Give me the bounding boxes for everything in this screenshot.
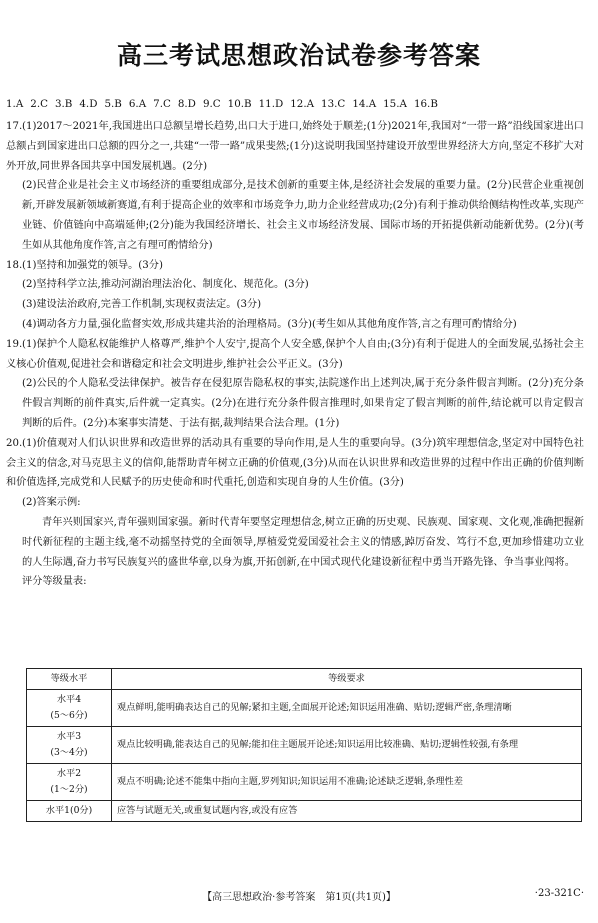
q17-number: 17.: [6, 121, 23, 132]
rubric-points: (5～6分): [50, 710, 88, 721]
rubric-level: 水平1(0分): [45, 805, 93, 816]
q17-part2: (2)民营企业是社会主义市场经济的重要组成部分,是技术创新的重要主体,是经济社会发展的重要力量。(2分)民营企业重视创新,开辟发展新领域新赛道,有利于提高企业的效率和市场竞争力,助力企业经营成功;(2分)有利于推动供给侧结构性改革,实现产业链、价值链向中高端延伸;(2分)能为我国经济增长、社会主义市场经济发展、国际市场的开拓提供新动能新优势。(2分)(考生如从其他角度作答,言之有理可酌情给分): [22, 180, 584, 251]
choice-answer: 6.A: [128, 98, 147, 110]
rubric-requirement: 观点不明确;论述不能集中指向主题,罗列知识;知识运用不准确;论述缺乏逻辑,条理性差: [112, 764, 582, 801]
choice-answer: 15.A: [383, 98, 407, 110]
q18-number: 18.: [6, 259, 23, 271]
q20-part1-text: (1)价值观对人们认识世界和改造世界的活动具有重要的导向作用,是人生的重要向导。(3分)筑牢理想信念,坚定对中国特色社会主义的信念,对马克思主义的信仰,能帮助青年树立正确的价值观,(3分)从而在认识世界和改造世界的过程中作出正确的价值判断和价值选择,完成党和人民赋予的历史使命和时代重托,创造和实现自身的人生价值。(3分): [6, 437, 584, 489]
choice-answer: 16.B: [413, 98, 438, 110]
q18-item-1: [6, 256, 584, 276]
rubric-header-level: 等级水平: [27, 669, 112, 690]
q18-item-4: (4)调动各方力量,强化监督实效,形成共建共治的治理格局。(3分)(考生如从其他角度作答,言之有理可酌情给分): [22, 318, 517, 330]
q19-part2: (2)公民的个人隐私受法律保护。被告存在侵犯原告隐私权的事实,法院遂作出上述判决,属于充分条件假言判断。(2分)充分条件假言判断的前件真实,后件就一定真实。(2分)在进行充分条件假言推理时,如果肯定了假言判断的前件,结论就可以肯定假言判断的后件。(2分)本案事实清楚、于法有据,裁判结果合法合理。(1分): [22, 378, 584, 429]
q17-part1: [6, 117, 584, 176]
choice-answer: 14.A: [352, 98, 377, 110]
q20-number: 20.: [6, 437, 23, 449]
choice-answer: 1.A: [6, 98, 24, 110]
rubric-requirement: 应答与试题无关,或重复试题内容,或没有应答: [112, 801, 582, 822]
q19-number: 19.: [6, 338, 23, 350]
choice-answer: 5.B: [104, 98, 122, 110]
rubric-header-requirement: 等级要求: [112, 669, 582, 690]
rubric-level-cell: [27, 690, 112, 727]
q19-part1-text: (1)保护个人隐私权能维护人格尊严,维护个人安宁,提高个人安全感,保护个人自由;(3分)有利于促进人的全面发展,弘扬社会主义核心价值观,促进社会和谐稳定和社会文明进步,维护社会公平正义。(3分): [6, 338, 584, 370]
choice-answer: 12.A: [290, 98, 315, 110]
q18-item-1-text: (1)坚持和加强党的领导。(3分): [22, 259, 163, 271]
choice-answers: [6, 98, 445, 110]
rubric-row: [27, 690, 582, 727]
choice-answer: 10.B: [227, 98, 252, 110]
choice-answer: 4.D: [79, 98, 98, 110]
rubric-table: [26, 668, 582, 822]
answer-body: [6, 117, 584, 592]
choice-answer: 8.D: [177, 98, 196, 110]
rubric-row: [27, 764, 582, 801]
choice-answer: 3.B: [54, 98, 73, 110]
q18-item-3: (3)建设法治政府,完善工作机制,实现权责法定。(3分): [22, 299, 262, 311]
page-footer: 【高三思想政治·参考答案 第1页(共1页)】: [202, 892, 396, 903]
rubric-row: [27, 727, 582, 764]
rubric-level: 水平3: [56, 731, 82, 742]
rubric-level-cell: [27, 801, 112, 822]
rubric-requirement: 观点比较明确,能表达自己的见解;能扣住主题展开论述;知识运用比较准确、贴切;逻辑性较强,有条理: [112, 727, 582, 764]
rubric-header-row: [27, 669, 582, 690]
rubric-row: [27, 801, 582, 822]
choice-answer: 9.C: [202, 98, 221, 110]
q20-essay-sample: 青年兴则国家兴,青年强则国家强。新时代青年要坚定理想信念,树立正确的历史观、民族观、国家观、文化观,准确把握新时代新征程的主题主线,毫不动摇坚持党的全面领导,厚植爱党爱国爱社会主义的情感,踔厉奋发、笃行不怠,更加珍惜建功立业的人生际遇,奋力书写民族复兴的盛世华章,以身为旗,开拓创新,在中国式现代化建设新征程中勇当开路先锋、争当事业闯将。: [22, 516, 584, 568]
choice-answer: 13.C: [321, 98, 346, 110]
q20-part1: [6, 434, 584, 493]
q19-part1: [6, 335, 584, 375]
q17-part1-text: (1)2017～2021年,我国进出口总额呈增长趋势,出口大于进口,始终处于顺差;(1分)2021年,我国对“一带一路”沿线国家进出口总额占到国家进出口总额的四分之一,共建“一带一路”成果斐然;(1分)这说明我国坚持建设开放型世界经济大方向,坚定不移扩大对外开放,同世界各国共享中国发展机遇。(2分): [6, 121, 584, 172]
rubric-points: (3～4分): [50, 747, 88, 758]
rubric-points: (1～2分): [50, 784, 88, 795]
rubric-level-cell: [27, 727, 112, 764]
rubric-level: 水平4: [56, 694, 82, 705]
rubric-label: 评分等级量表:: [22, 576, 87, 588]
rubric-requirement: 观点鲜明,能明确表达自己的见解;紧扣主题,全面展开论述;知识运用准确、贴切;逻辑严密,条理清晰: [112, 690, 582, 727]
rubric-level: 水平2: [56, 768, 82, 779]
rubric-level-cell: [27, 764, 112, 801]
choice-answer: 2.C: [30, 98, 48, 110]
choice-answer: 11.D: [258, 98, 284, 110]
q18-item-2: (2)坚持科学立法,推动河湖治理法治化、制度化、规范化。(3分): [22, 279, 309, 291]
choice-answer: 7.C: [153, 98, 171, 110]
paper-code: ·23-321C·: [534, 888, 584, 899]
q20-part2-label: (2)答案示例:: [22, 497, 81, 509]
page-title: 高三考试思想政治试卷参考答案: [116, 41, 481, 70]
